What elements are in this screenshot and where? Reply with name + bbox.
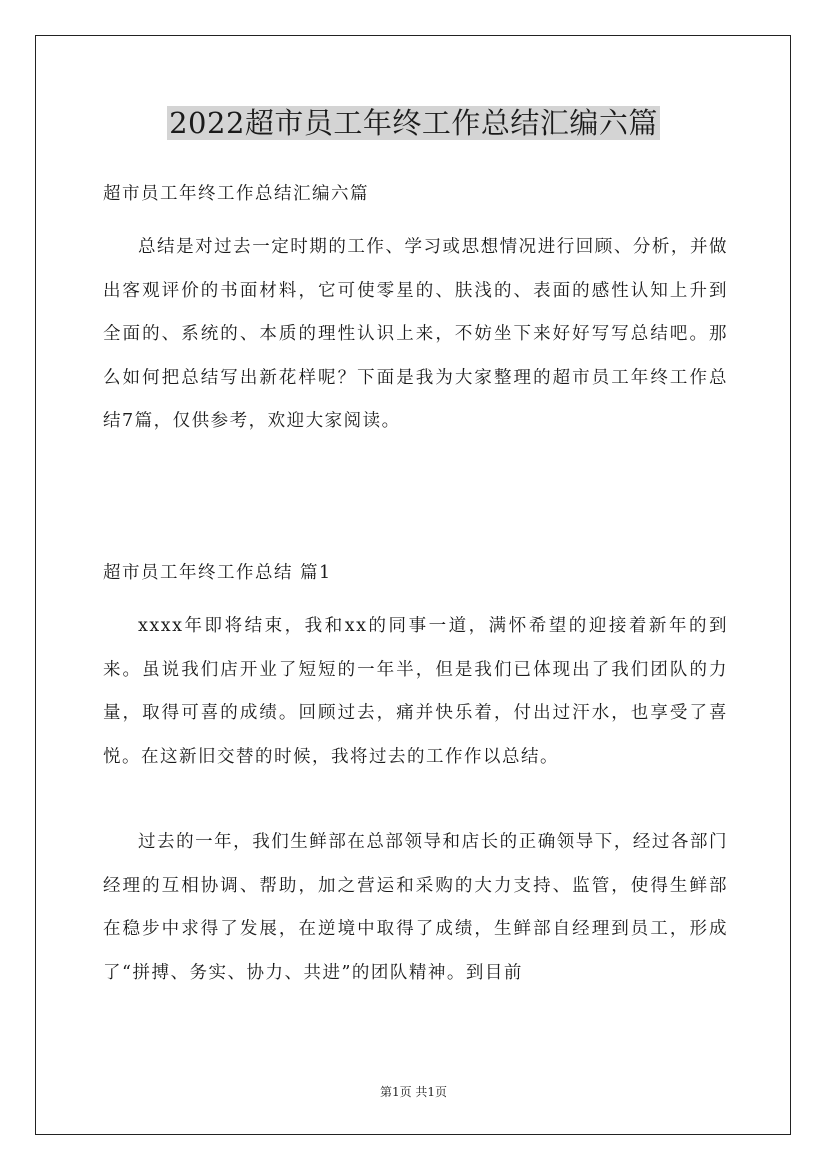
- document-title-text: 2022超市员工年终工作总结汇编六篇: [169, 106, 658, 140]
- section-heading: 超市员工年终工作总结 篇1: [103, 563, 332, 583]
- document-title: [0, 103, 827, 143]
- intro-paragraph: 总结是对过去一定时期的工作、学习或思想情况进行回顾、分析，并做出客观评价的书面材料，它可使零星的、肤浅的、表面的感性认知上升到全面的、系统的、本质的理性认识上来，不妨坐下来好好写写总结吧。那么如何把总结写出新花样呢？下面是我为大家整理的超市员工年终工作总结7篇，仅供参考，欢迎大家阅读。: [103, 237, 728, 431]
- section-paragraph-2: 过去的一年，我们生鲜部在总部领导和店长的正确领导下，经过各部门经理的互相协调、帮助，加之营运和采购的大力支持、监管，使得生鲜部在稳步中求得了发展，在逆境中取得了成绩，生鲜部自经理到员工，形成了“拼搏、务实、协力、共进”的团队精神。到目前: [103, 832, 728, 983]
- section-paragraph-1: xxxx年即将结束，我和xx的同事一道，满怀希望的迎接着新年的到来。虽说我们店开业了短短的一年半，但是我们已体现出了我们团队的力量，取得可喜的成绩。回顾过去，痛并快乐着，付出过汗水，也享受了喜悦。在这新旧交替的时候，我将过去的工作作以总结。: [103, 616, 728, 767]
- document-subtitle: 超市员工年终工作总结汇编六篇: [103, 184, 369, 204]
- page-number-footer: 第1页 共1页: [379, 1085, 448, 1099]
